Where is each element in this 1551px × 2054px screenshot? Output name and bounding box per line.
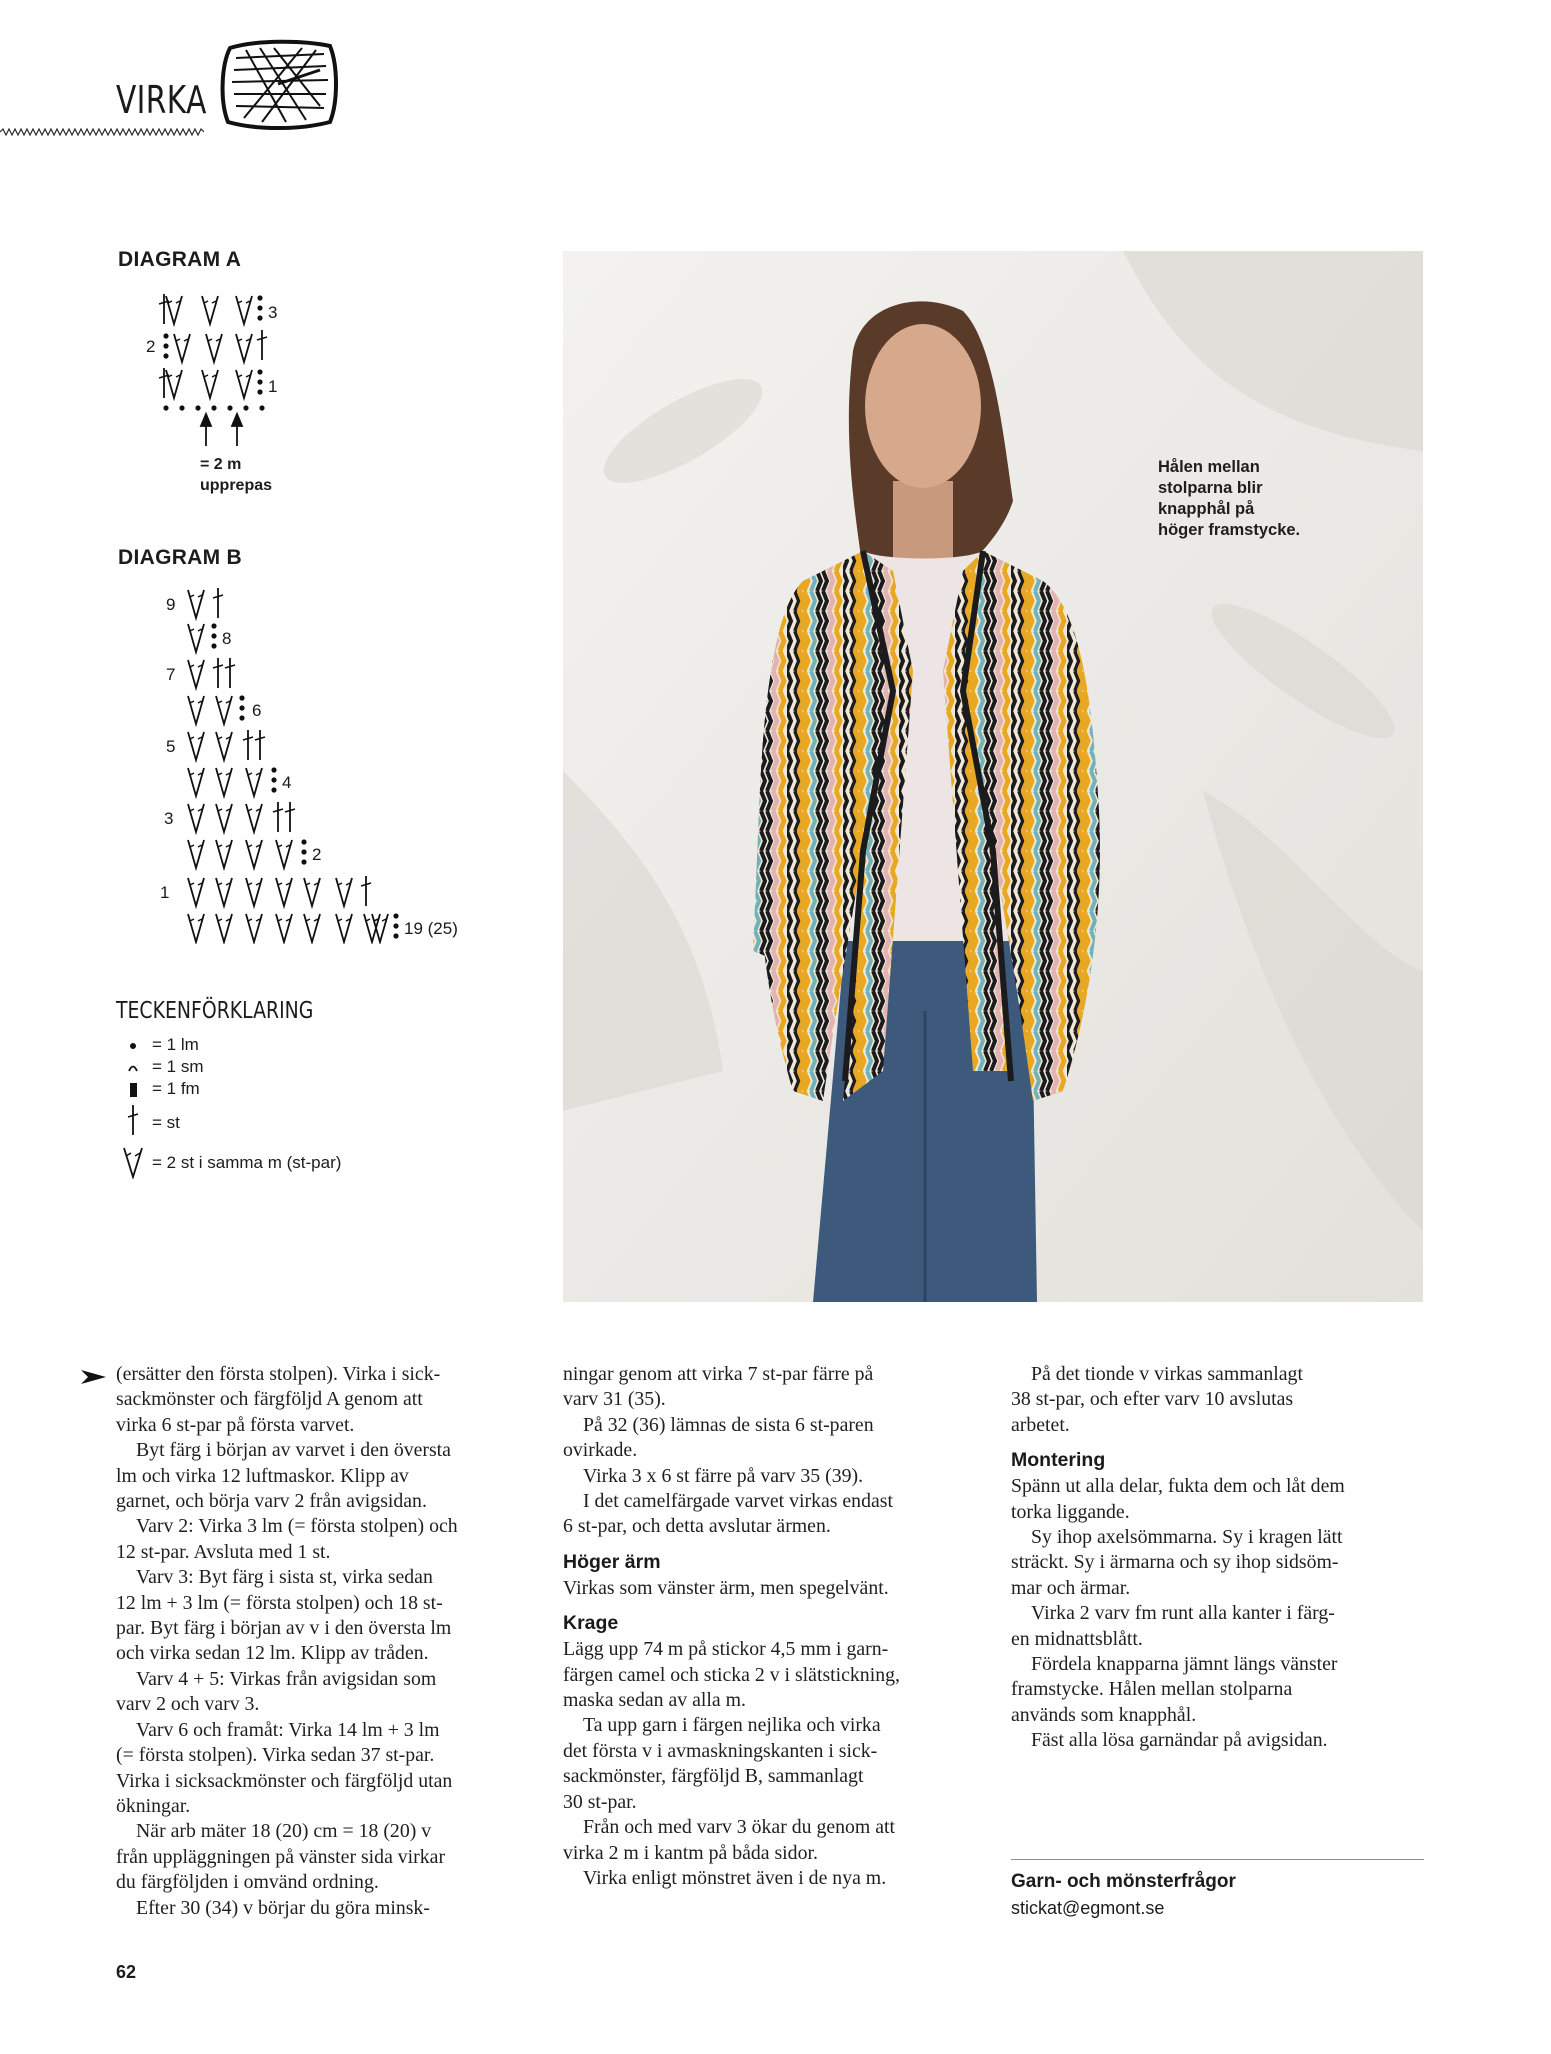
text-line: Varv 3: Byt färg i sista st, virka sedan — [136, 1566, 433, 1589]
text-line: sackmönster och färgföljd A genom att — [116, 1388, 423, 1411]
text-line: garnet, och börja varv 2 från avigsidan. — [116, 1490, 427, 1513]
diagram-b-row-1: 1 — [160, 883, 170, 902]
text-line: 12 lm + 3 lm (= första stolpen) och 18 st- — [116, 1591, 443, 1614]
text-line: sträckt. Sy i ärmarna och sy ihop sidsöm- — [1011, 1551, 1339, 1574]
text-line: maska sedan av alla m. — [563, 1689, 746, 1712]
text-line: Sy ihop axelsömmarna. Sy i kragen lätt — [1031, 1526, 1343, 1549]
text-line: Spänn ut alla delar, fukta dem och låt dem — [1011, 1475, 1345, 1498]
text-line: virka 2 m i kantm på båda sidor. — [563, 1841, 818, 1864]
legend-title: TECKENFÖRKLARING — [116, 998, 314, 1024]
legend — [116, 1035, 416, 1183]
text-line: När arb mäter 18 (20) cm = 18 (20) v — [136, 1820, 432, 1843]
section-heading-hoger-arm: Höger ärm — [563, 1550, 661, 1573]
diagram-a-title: DIAGRAM A — [118, 248, 242, 271]
contact-email[interactable]: stickat@egmont.se — [1011, 1898, 1165, 1918]
text-line: (= första stolpen). Virka sedan 37 st-par. — [116, 1744, 435, 1767]
text-line: På 32 (36) lämnas de sista 6 st-paren — [583, 1413, 874, 1436]
text-line: Fäst alla lösa garnändar på avigsidan. — [1031, 1729, 1328, 1752]
v-stitch-icon — [116, 1145, 150, 1184]
text-line: färgen camel och sticka 2 v i slätstickning, — [563, 1663, 900, 1686]
footer-divider — [1011, 1859, 1424, 1860]
diagram-b-row-2: 2 — [312, 845, 322, 864]
continuation-arrow-icon — [80, 1368, 108, 1386]
text-line: 6 st-par, och detta avslutar ärmen. — [563, 1515, 831, 1538]
text-line: Virka i sicksackmönster och färgföljd utan — [116, 1769, 453, 1792]
text-line: virka 6 st-par på första varvet. — [116, 1413, 355, 1436]
diagram-b-row-7: 7 — [166, 665, 176, 684]
section-title: VIRKA — [116, 78, 207, 122]
diagram-a-row-2: 2 — [146, 337, 156, 356]
text-line: Varv 6 och framåt: Virka 14 lm + 3 lm — [136, 1718, 440, 1741]
text-line: det första v i avmaskningskanten i sick- — [563, 1739, 878, 1762]
text-line: 38 st-par, och efter varv 10 avslutas — [1011, 1388, 1294, 1411]
page-number: 62 — [116, 1962, 137, 1982]
text-line: ökningar. — [116, 1794, 191, 1817]
text-line: 30 st-par. — [563, 1790, 637, 1813]
text-column-2 — [563, 1362, 900, 1891]
text-line: du färgföljden i omvänd ordning. — [116, 1871, 379, 1894]
text-line: Virka 3 x 6 st färre på varv 35 (39). — [583, 1464, 864, 1487]
text-line: och virka sedan 12 lm. Klipp av tråden. — [116, 1642, 429, 1665]
diagram-b-row-5: 5 — [166, 737, 176, 756]
legend-item: = 2 st i samma m (st-par) — [116, 1143, 416, 1183]
model-photo — [563, 251, 1423, 1302]
photo-caption: Hålen mellan stolparna blir knapphål på höger framstycke. — [1158, 458, 1301, 539]
text-line: På det tionde v virkas sammanlagt — [1031, 1363, 1303, 1385]
text-line: varv 31 (35). — [563, 1388, 666, 1411]
text-line: ningar genom att virka 7 st-par färre på — [563, 1363, 874, 1385]
legend-item: = 1 fm — [116, 1079, 416, 1101]
text-line: mar och ärmar. — [1011, 1576, 1131, 1599]
diagram-b-row-6: 6 — [252, 701, 262, 720]
diagram-a-row-1: 1 — [268, 377, 278, 396]
text-column-3 — [1011, 1362, 1345, 1754]
text-line: Lägg upp 74 m på stickor 4,5 mm i garn- — [563, 1638, 889, 1661]
text-line: Fördela knapparna jämnt längs vänster — [1031, 1653, 1338, 1676]
diagram-b-row-3: 3 — [164, 809, 174, 828]
text-line: (ersätter den första stolpen). Virka i sick- — [116, 1363, 441, 1385]
diagram-a-chart — [140, 286, 300, 456]
diagram-b-chart — [150, 584, 490, 944]
diagram-b-title: DIAGRAM B — [118, 546, 243, 569]
yarn-ball-icon — [216, 36, 340, 132]
text-line: Virka enligt mönstret även i de nya m. — [583, 1866, 887, 1889]
text-line: lm och virka 12 luftmaskor. Klipp av — [116, 1464, 409, 1487]
text-line: arbetet. — [1011, 1413, 1070, 1436]
questions-heading: Garn- och mönsterfrågor — [1011, 1871, 1236, 1892]
diagram-a-row-3: 3 — [268, 303, 278, 322]
text-line: sackmönster, färgföljd B, sammanlagt — [563, 1765, 864, 1788]
legend-item: = st — [116, 1101, 416, 1143]
text-line: Virka 2 varv fm runt alla kanter i färg- — [1031, 1602, 1335, 1625]
section-heading-montering: Montering — [1011, 1449, 1106, 1472]
text-line: I det camelfärgade varvet virkas endast — [583, 1490, 893, 1513]
diagram-b-row-4: 4 — [282, 773, 292, 792]
stitch-icon — [116, 1103, 150, 1142]
text-line: torka liggande. — [1011, 1500, 1130, 1523]
repeat-label: = 2 m — [200, 456, 242, 473]
diagram-b-row-8: 8 — [222, 629, 232, 648]
diagram-b-count: 19 (25) — [404, 919, 458, 938]
text-line: varv 2 och varv 3. — [116, 1693, 260, 1716]
text-line: från uppläggningen på vänster sida virkar — [116, 1845, 446, 1868]
zigzag-rule — [0, 128, 204, 136]
text-line: ovirkade. — [563, 1439, 638, 1462]
legend-item: = 1 sm — [116, 1057, 416, 1079]
text-line: 12 st-par. Avsluta med 1 st. — [116, 1540, 331, 1563]
repeat-label-2: upprepas — [200, 477, 273, 494]
text-column-1 — [116, 1362, 458, 1921]
text-line: Varv 4 + 5: Virkas från avigsidan som — [136, 1667, 437, 1690]
text-line: används som knapphål. — [1011, 1703, 1197, 1726]
legend-item: = 1 lm — [116, 1035, 416, 1057]
text-line: Virkas som vänster ärm, men spegelvänt. — [563, 1576, 889, 1599]
text-line: par. Byt färg i början av v i den översta lm — [116, 1617, 452, 1640]
text-line: Efter 30 (34) v börjar du göra minsk- — [136, 1896, 430, 1919]
text-line: en midnattsblått. — [1011, 1627, 1143, 1650]
diagram-b-row-9: 9 — [166, 595, 176, 614]
text-line: Byt färg i början av varvet i den översta — [136, 1439, 451, 1462]
text-line: Varv 2: Virka 3 lm (= första stolpen) och — [136, 1515, 458, 1538]
text-line: Från och med varv 3 ökar du genom att — [583, 1816, 896, 1839]
section-heading-krage: Krage — [563, 1612, 619, 1635]
text-line: Ta upp garn i färgen nejlika och virka — [583, 1714, 881, 1737]
text-line: framstycke. Hålen mellan stolparna — [1011, 1678, 1293, 1701]
